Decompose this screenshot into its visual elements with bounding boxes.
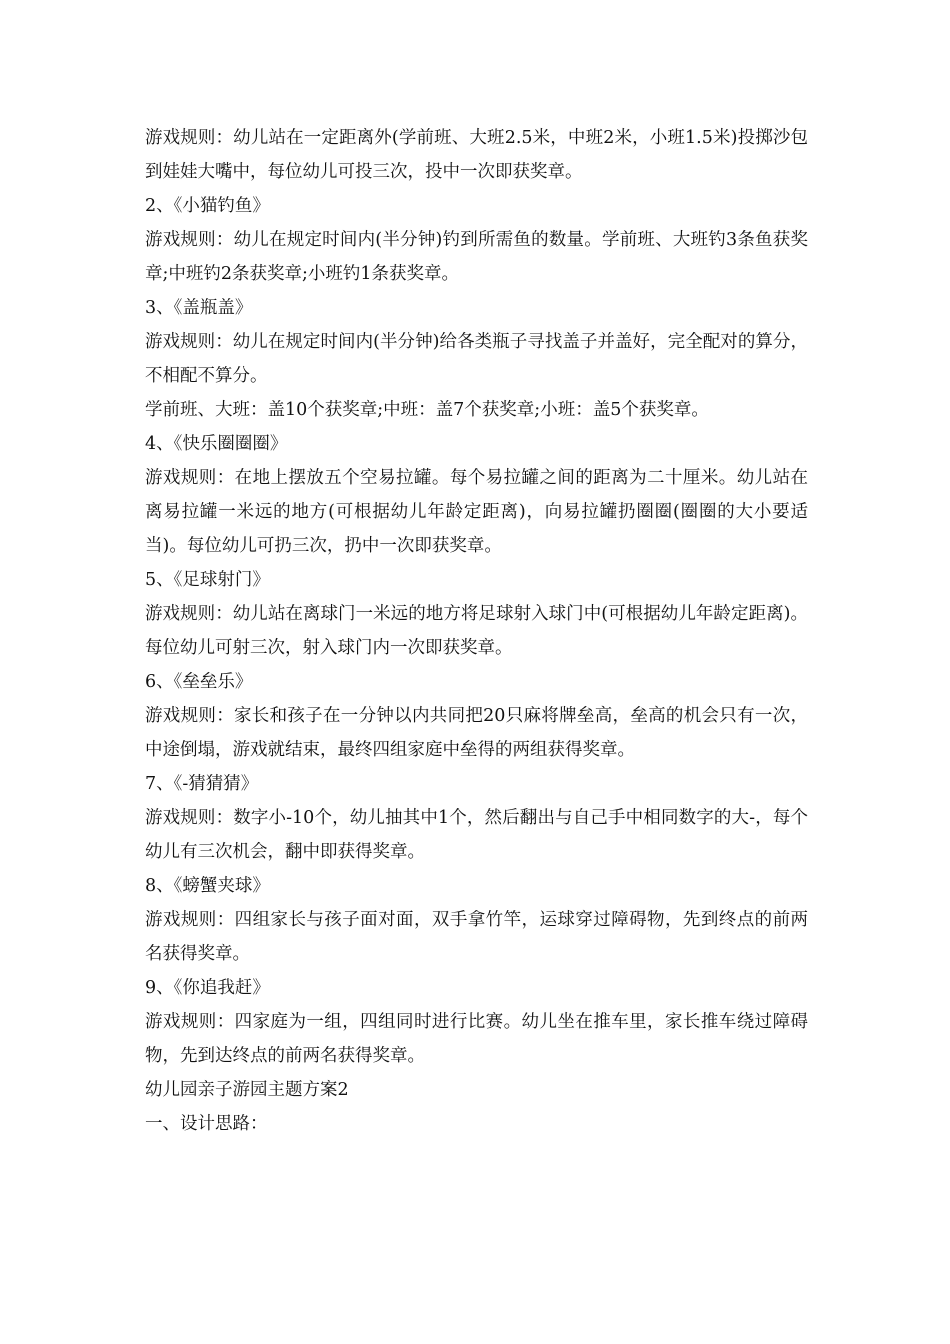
heading-football-shooting: 5、《足球射门》 xyxy=(145,570,270,590)
heading-chase-game: 9、《你追我赶》 xyxy=(145,978,270,998)
heading-design-ideas: 一、设计思路： xyxy=(145,1114,268,1134)
heading-ring-toss: 4、《快乐圈圈圈》 xyxy=(145,434,288,454)
heading-bottle-caps: 3、《盖瓶盖》 xyxy=(145,298,253,318)
paragraph-rule-chase-game: 游戏规则：四家庭为一组，四组同时进行比赛。幼儿坐在推车里，家长推车绕过障碍物，先到达终点的前两名获得奖章。 xyxy=(145,1012,808,1066)
heading-plan-2-title: 幼儿园亲子游园主题方案2 xyxy=(145,1080,349,1100)
heading-crab-ball: 8、《螃蟹夹球》 xyxy=(145,876,270,896)
paragraph-rule-stacking-game: 游戏规则：家长和孩子在一分钟以内共同把20只麻将牌垒高，垒高的机会只有一次，中途倒塌，游戏就结束，最终四组家庭中垒得的两组获得奖章。 xyxy=(145,706,808,760)
heading-stacking-game: 6、《垒垒乐》 xyxy=(145,672,253,692)
heading-guessing-game: 7、《-猜猜猜》 xyxy=(145,774,259,794)
paragraph-rule-guessing-game: 游戏规则：数字小-10个，幼儿抽其中1个，然后翻出与自己手中相同数字的大-，每个幼儿有三次机会，翻中即获得奖章。 xyxy=(145,808,808,862)
paragraph-rule-crab-ball: 游戏规则：四组家长与孩子面对面，双手拿竹竿，运球穿过障碍物，先到终点的前两名获得奖章。 xyxy=(145,910,808,964)
heading-kitten-fishing: 2、《小猫钓鱼》 xyxy=(145,196,270,216)
document-body xyxy=(145,121,808,1141)
paragraph-rule-ring-toss: 游戏规则：在地上摆放五个空易拉罐。每个易拉罐之间的距离为二十厘米。幼儿站在离易拉罐一米远的地方(可根据幼儿年龄定距离)，向易拉罐扔圈圈(圈圈的大小要适当)。每位幼儿可扔三次，扔中一次即获奖章。 xyxy=(145,468,808,556)
paragraph-rule-kitten-fishing: 游戏规则：幼儿在规定时间内(半分钟)钓到所需鱼的数量。学前班、大班钓3条鱼获奖章;中班钓2条获奖章;小班钓1条获奖章。 xyxy=(145,230,808,284)
paragraph-bottle-caps-scoring: 学前班、大班：盖10个获奖章;中班：盖7个获奖章;小班：盖5个获奖章。 xyxy=(145,400,709,420)
paragraph-rule-football-shooting: 游戏规则：幼儿站在离球门一米远的地方将足球射入球门中(可根据幼儿年龄定距离)。每位幼儿可射三次，射入球门内一次即获奖章。 xyxy=(145,604,808,658)
paragraph-rule-bottle-caps: 游戏规则：幼儿在规定时间内(半分钟)给各类瓶子寻找盖子并盖好，完全配对的算分，不相配不算分。 xyxy=(145,332,808,386)
paragraph-rule-sandbag: 游戏规则：幼儿站在一定距离外(学前班、大班2.5米，中班2米，小班1.5米)投掷沙包到娃娃大嘴中，每位幼儿可投三次，投中一次即获奖章。 xyxy=(145,128,808,182)
